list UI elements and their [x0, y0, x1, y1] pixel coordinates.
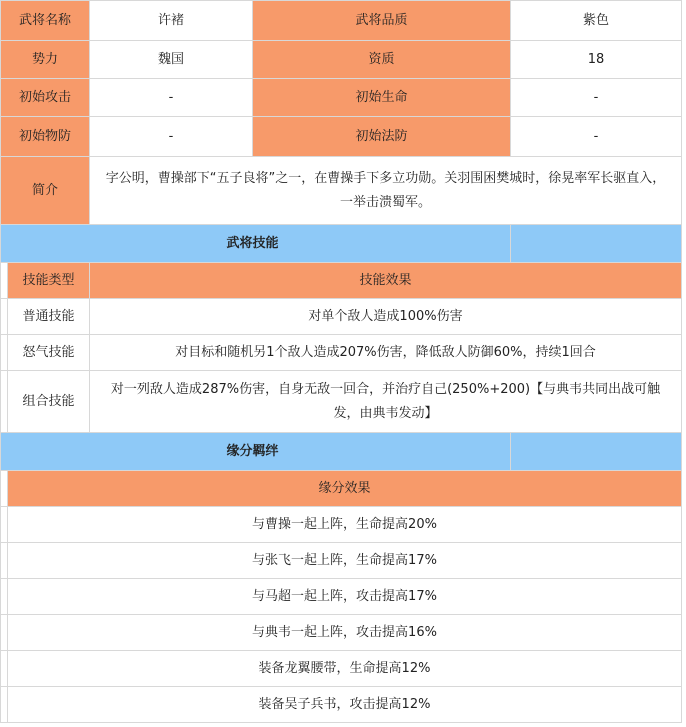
skill-effect: 对一列敌人造成287%伤害，自身无敌一回合，并治疗自己(250%+200)【与典韦共同出战可触发，由典韦发动】	[90, 371, 682, 433]
skill-row-gutter	[1, 299, 8, 335]
skill-row-gutter	[1, 335, 8, 371]
fate-header-row	[1, 471, 682, 507]
fate-section-title: 缘分羁绊	[1, 433, 511, 471]
fate-row	[1, 507, 682, 543]
fate-header-gutter	[1, 471, 8, 507]
skills-section-title: 武将技能	[1, 225, 511, 263]
intro-text: 字公明，曹操部下“五子良将”之一，在曹操手下多立功勋。关羽围困樊城时，徐晃率军长驱直入，一举击溃蜀军。	[90, 157, 682, 225]
info-row-attack	[1, 79, 682, 117]
skills-header-gutter	[1, 263, 8, 299]
fate-row	[1, 579, 682, 615]
faction-label: 势力	[1, 41, 90, 79]
fate-section-row	[1, 433, 682, 471]
info-row-name	[1, 1, 682, 41]
aptitude-value: 18	[511, 41, 682, 79]
fate-row-gutter	[1, 543, 8, 579]
skill-type: 普通技能	[8, 299, 90, 335]
skill-row	[1, 371, 682, 433]
fate-section-filler	[511, 433, 682, 471]
skill-type-header: 技能类型	[8, 263, 90, 299]
skill-effect-header: 技能效果	[90, 263, 682, 299]
intro-label: 简介	[1, 157, 90, 225]
fate-row-gutter	[1, 687, 8, 723]
skills-section-row	[1, 225, 682, 263]
pdef-value: -	[90, 117, 253, 157]
hp-value: -	[511, 79, 682, 117]
pdef-label: 初始物防	[1, 117, 90, 157]
info-row-faction	[1, 41, 682, 79]
skill-effect: 对目标和随机另1个敌人造成207%伤害，降低敌人防御60%，持续1回合	[90, 335, 682, 371]
fate-effect: 与曹操一起上阵，生命提高20%	[8, 507, 682, 543]
skills-section-filler	[511, 225, 682, 263]
quality-label: 武将品质	[253, 1, 511, 41]
fate-row	[1, 543, 682, 579]
fate-row-gutter	[1, 507, 8, 543]
mdef-value: -	[511, 117, 682, 157]
fate-effect: 与典韦一起上阵，攻击提高16%	[8, 615, 682, 651]
fate-row	[1, 615, 682, 651]
fate-effect-header: 缘分效果	[8, 471, 682, 507]
attack-label: 初始攻击	[1, 79, 90, 117]
fate-row-gutter	[1, 615, 8, 651]
fate-effect: 装备龙翼腰带，生命提高12%	[8, 651, 682, 687]
skill-row-gutter	[1, 371, 8, 433]
skill-effect: 对单个敌人造成100%伤害	[90, 299, 682, 335]
fate-effect: 装备吴子兵书，攻击提高12%	[8, 687, 682, 723]
faction-value: 魏国	[90, 41, 253, 79]
name-label: 武将名称	[1, 1, 90, 41]
fate-row-gutter	[1, 651, 8, 687]
fate-row-gutter	[1, 579, 8, 615]
quality-value: 紫色	[511, 1, 682, 41]
skill-type: 怒气技能	[8, 335, 90, 371]
skills-header-row	[1, 263, 682, 299]
hp-label: 初始生命	[253, 79, 511, 117]
info-row-defense	[1, 117, 682, 157]
name-value: 许褚	[90, 1, 253, 41]
aptitude-label: 资质	[253, 41, 511, 79]
fate-effect: 与张飞一起上阵，生命提高17%	[8, 543, 682, 579]
skill-row	[1, 335, 682, 371]
info-row-intro	[1, 157, 682, 225]
fate-row	[1, 687, 682, 723]
skill-row	[1, 299, 682, 335]
skill-type: 组合技能	[8, 371, 90, 433]
fate-row	[1, 651, 682, 687]
fate-effect: 与马超一起上阵，攻击提高17%	[8, 579, 682, 615]
attack-value: -	[90, 79, 253, 117]
mdef-label: 初始法防	[253, 117, 511, 157]
